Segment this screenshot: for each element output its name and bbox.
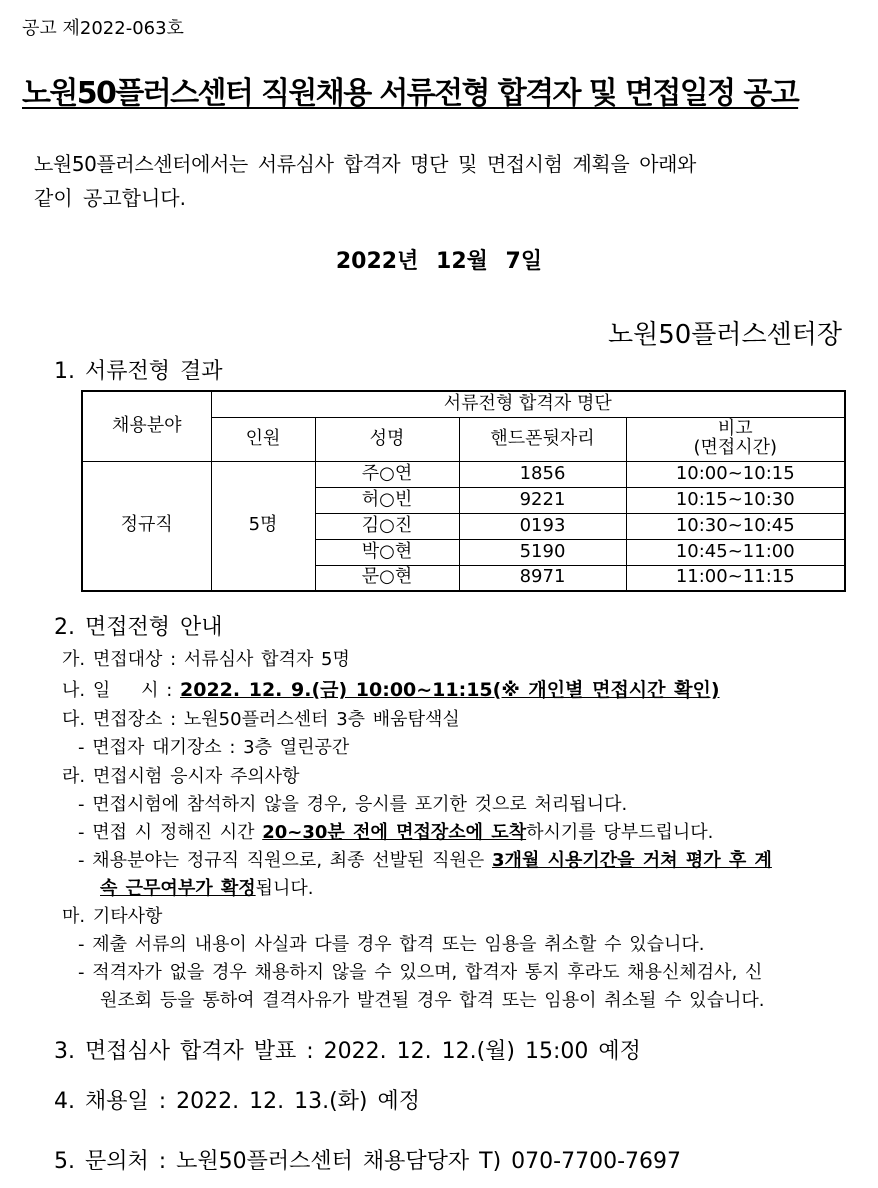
section-3: 3. 면접심사 합격자 발표 : 2022. 12. 12.(월) 15:00 예정 <box>54 1039 641 1064</box>
page-title: 노원50플러스센터 직원채용 서류전형 합격자 및 면접일정 공고 <box>22 76 799 111</box>
item-ra-2-text: - 면접 시 정해진 시간 <box>78 822 263 843</box>
probation-emphasis: 3개월 시용기간을 거쳐 평가 후 계 <box>492 850 772 871</box>
item-ga: 가. 면접대상 : 서류심사 합격자 5명 <box>62 649 350 670</box>
intro-line-1: 노원50플러스센터에서는 서류심사 합격자 명단 및 면접시험 계획을 아래와 <box>34 152 696 176</box>
item-ra-3-text: - 채용분야는 정규직 직원으로, 최종 선발된 직원은 <box>78 850 493 871</box>
header-group: 서류전형 합격자 명단 <box>211 391 845 417</box>
item-ra-2-tail: 하시기를 당부드립니다. <box>526 822 714 843</box>
section-5: 5. 문의처 : 노원50플러스센터 채용담당자 T) 070-7700-7697 <box>54 1149 682 1174</box>
cell-time: 11:00~11:15 <box>626 565 845 591</box>
cell-phone: 0193 <box>459 513 626 539</box>
item-da-sub: - 면접자 대기장소 : 3층 열린공간 <box>78 737 350 758</box>
cell-time: 10:00~10:15 <box>626 461 845 487</box>
intro-line-2: 같이 공고합니다. <box>34 186 186 210</box>
cell-name: 주○연 <box>315 461 459 487</box>
cell-time: 10:15~10:30 <box>626 487 845 513</box>
employment-emphasis: 속 근무여부가 확정 <box>100 878 256 899</box>
item-ra-3 <box>78 846 772 872</box>
notice-number: 공고 제2022-063호 <box>22 18 184 39</box>
section-1-heading: 1. 서류전형 결과 <box>54 359 223 384</box>
item-ra-2 <box>78 818 713 844</box>
notice-date: 2022년 12월 7일 <box>335 249 543 274</box>
cell-phone: 1856 <box>459 461 626 487</box>
section-4: 4. 채용일 : 2022. 12. 13.(화) 예정 <box>54 1089 420 1114</box>
header-name: 성명 <box>315 417 459 461</box>
cell-field: 정규직 <box>82 461 211 591</box>
cell-phone: 8971 <box>459 565 626 591</box>
item-ra-3-cont <box>100 874 314 900</box>
result-table <box>81 390 846 592</box>
cell-time: 10:30~10:45 <box>626 513 845 539</box>
item-da: 다. 면접장소 : 노원50플러스센터 3층 배움탐색실 <box>62 709 460 730</box>
cell-phone: 5190 <box>459 539 626 565</box>
signer: 노원50플러스센터장 <box>607 320 842 350</box>
item-na <box>62 675 720 702</box>
header-note-line1: 비고 <box>717 418 753 440</box>
cell-time: 10:45~11:00 <box>626 539 845 565</box>
item-na-label: 나. 일 시 : <box>62 680 181 701</box>
item-ra-3-tail: 됩니다. <box>255 878 314 899</box>
interview-datetime: 2022. 12. 9.(금) 10:00~11:15(※ 개인별 면접시간 확인) <box>180 679 720 701</box>
cell-name: 문○현 <box>315 565 459 591</box>
cell-phone: 9221 <box>459 487 626 513</box>
cell-name: 허○빈 <box>315 487 459 513</box>
section-2-heading: 2. 면접전형 안내 <box>54 615 223 640</box>
cell-count: 5명 <box>211 461 315 591</box>
header-note <box>626 417 845 461</box>
arrival-time-emphasis: 20~30분 전에 면접장소에 도착 <box>262 822 527 843</box>
header-count: 인원 <box>211 417 315 461</box>
cell-name: 박○현 <box>315 539 459 565</box>
item-ma-2-cont: 원조회 등을 통하여 결격사유가 발견될 경우 합격 또는 임용이 취소될 수 있습니다. <box>100 990 765 1011</box>
cell-name: 김○진 <box>315 513 459 539</box>
item-ma: 마. 기타사항 <box>62 906 163 927</box>
item-ra-1: - 면접시험에 참석하지 않을 경우, 응시를 포기한 것으로 처리됩니다. <box>78 794 628 815</box>
table-row <box>82 461 845 487</box>
header-note-line2: (면접시간) <box>693 437 778 458</box>
item-ra: 라. 면접시험 응시자 주의사항 <box>62 766 300 787</box>
item-ma-2: - 적격자가 없을 경우 채용하지 않을 수 있으며, 합격자 통지 후라도 채용신체검사, 신 <box>78 962 763 983</box>
header-field: 채용분야 <box>82 391 211 461</box>
item-ma-1: - 제출 서류의 내용이 사실과 다를 경우 합격 또는 임용을 취소할 수 있습니다. <box>78 934 705 955</box>
header-phone: 핸드폰뒷자리 <box>459 417 626 461</box>
